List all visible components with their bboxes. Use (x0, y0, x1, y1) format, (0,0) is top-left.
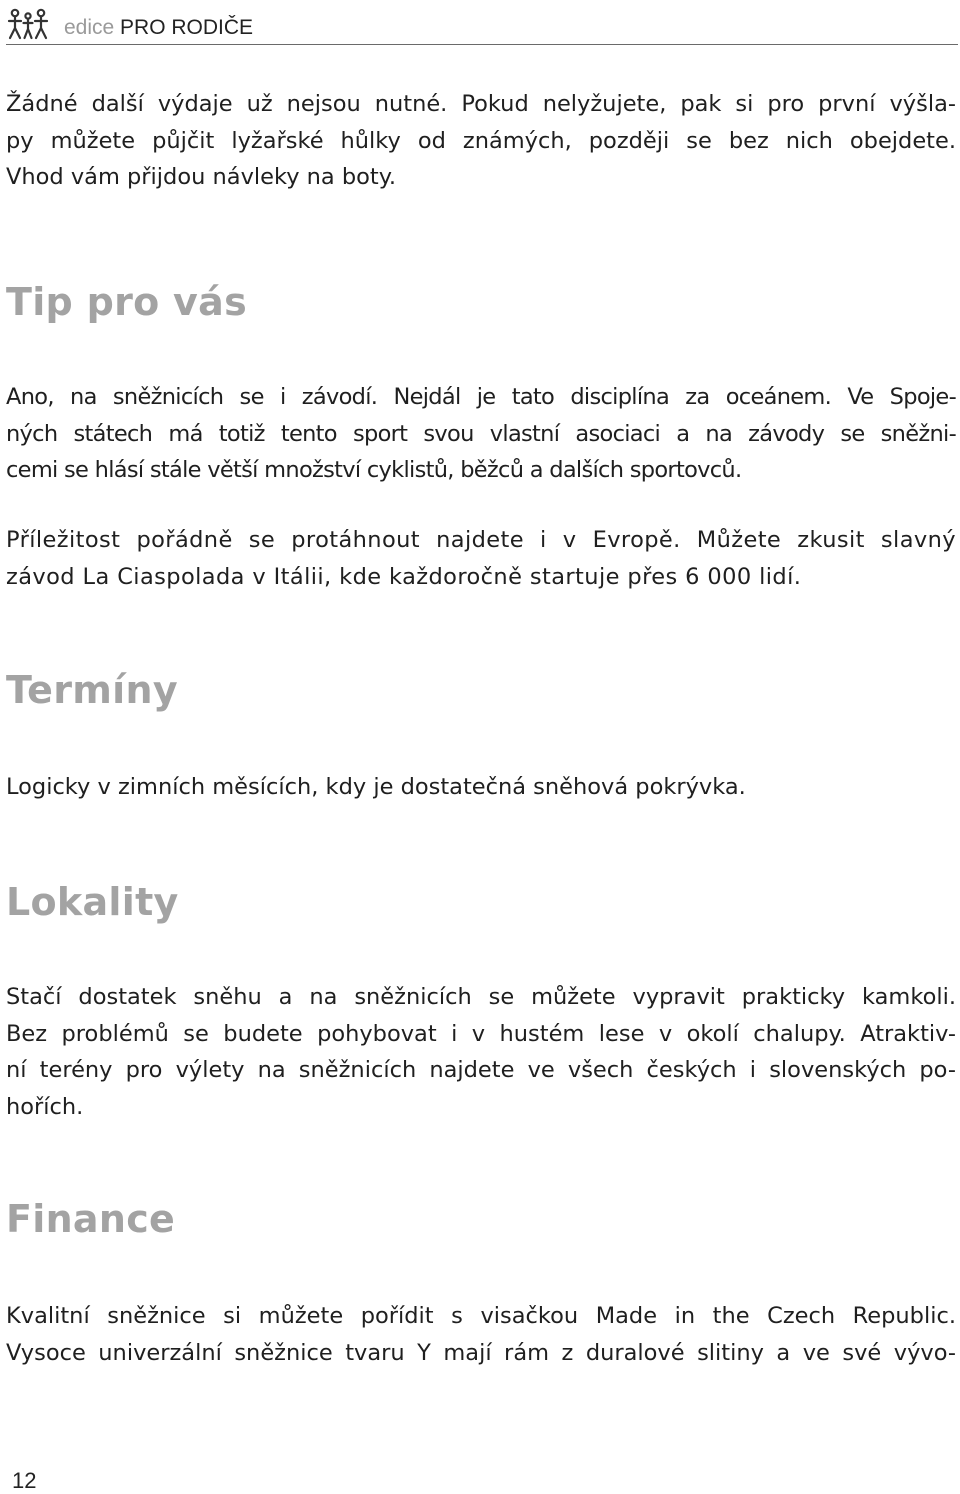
text-line: Ano, na sněžnicích se i závodí. Nejdál je tato disciplína za oceánem. Ve Spoje- (6, 384, 956, 410)
tip-section (6, 280, 956, 324)
text-line: Logicky v zimních měsících, kdy je dostatečná sněhová pokrývka. (6, 774, 746, 800)
text-line: py můžete půjčit lyžařské hůlky od známých, později se bez nich obejdete. (6, 127, 956, 154)
text-line: ní terény pro výlety na sněžnicích najdete ve všech českých i slovenských po- (6, 1057, 956, 1083)
text-line: hořích. (6, 1093, 84, 1120)
text-line: Kvalitní sněžnice si můžete pořídit s visačkou Made in the Czech Republic. (6, 1303, 956, 1329)
text-line: Vysoce univerzální sněžnice tvaru Y mají rám z duralové slitiny a ve své vývo- (6, 1339, 956, 1366)
section-heading: Termíny (6, 668, 178, 712)
text-line: Stačí dostatek sněhu a na sněžnicích se můžete vypravit prakticky kamkoli. (6, 984, 956, 1010)
text-line: Žádné další výdaje už nejsou nutné. Pokud nelyžujete, pak si pro první výšla- (6, 91, 956, 117)
family-figures-icon (6, 8, 50, 40)
lokality-section (6, 880, 956, 924)
series-title (64, 16, 253, 40)
text-line: cemi se hlásí stále větší množství cyklistů, běžců a dalších sportovců. (6, 457, 742, 483)
series-name: PRO RODIČE (120, 16, 254, 39)
section-heading: Lokality (6, 880, 179, 924)
section-heading: Tip pro vás (6, 280, 247, 324)
text-line: ných státech má totiž tento sport svou vlastní asociaci a na závody se sněžni- (6, 420, 956, 447)
tip-paragraph-1-wrap (6, 379, 956, 489)
lokality-paragraph (6, 979, 956, 1125)
terminy-section (6, 668, 956, 712)
finance-paragraph (6, 1298, 956, 1371)
text-line: Vhod vám přijdou návleky na boty. (6, 164, 397, 190)
tip-paragraph-2 (6, 522, 956, 595)
text-line: Bez problémů se budete pohybovat i v hustém lese v okolí chalupy. Atraktiv- (6, 1020, 956, 1047)
page-header (6, 2, 958, 45)
series-prefix: edice (64, 16, 115, 39)
intro-section (6, 86, 956, 196)
section-heading: Finance (6, 1197, 176, 1241)
page-number: 12 (12, 1468, 37, 1493)
text-line: závod La Ciaspolada v Itálii, kde každoročně startuje přes 6 000 lidí. (6, 563, 802, 590)
tip-paragraph-2-wrap (6, 522, 956, 595)
text-line: Příležitost pořádně se protáhnout najdete i v Evropě. Můžete zkusit slavný (6, 527, 956, 553)
finance-section (6, 1197, 956, 1241)
terminy-paragraph-wrap (6, 769, 956, 806)
intro-paragraph (6, 86, 956, 196)
terminy-paragraph (6, 769, 956, 806)
lokality-paragraph-wrap (6, 979, 956, 1125)
tip-paragraph-1 (6, 379, 956, 489)
finance-paragraph-wrap (6, 1298, 956, 1371)
